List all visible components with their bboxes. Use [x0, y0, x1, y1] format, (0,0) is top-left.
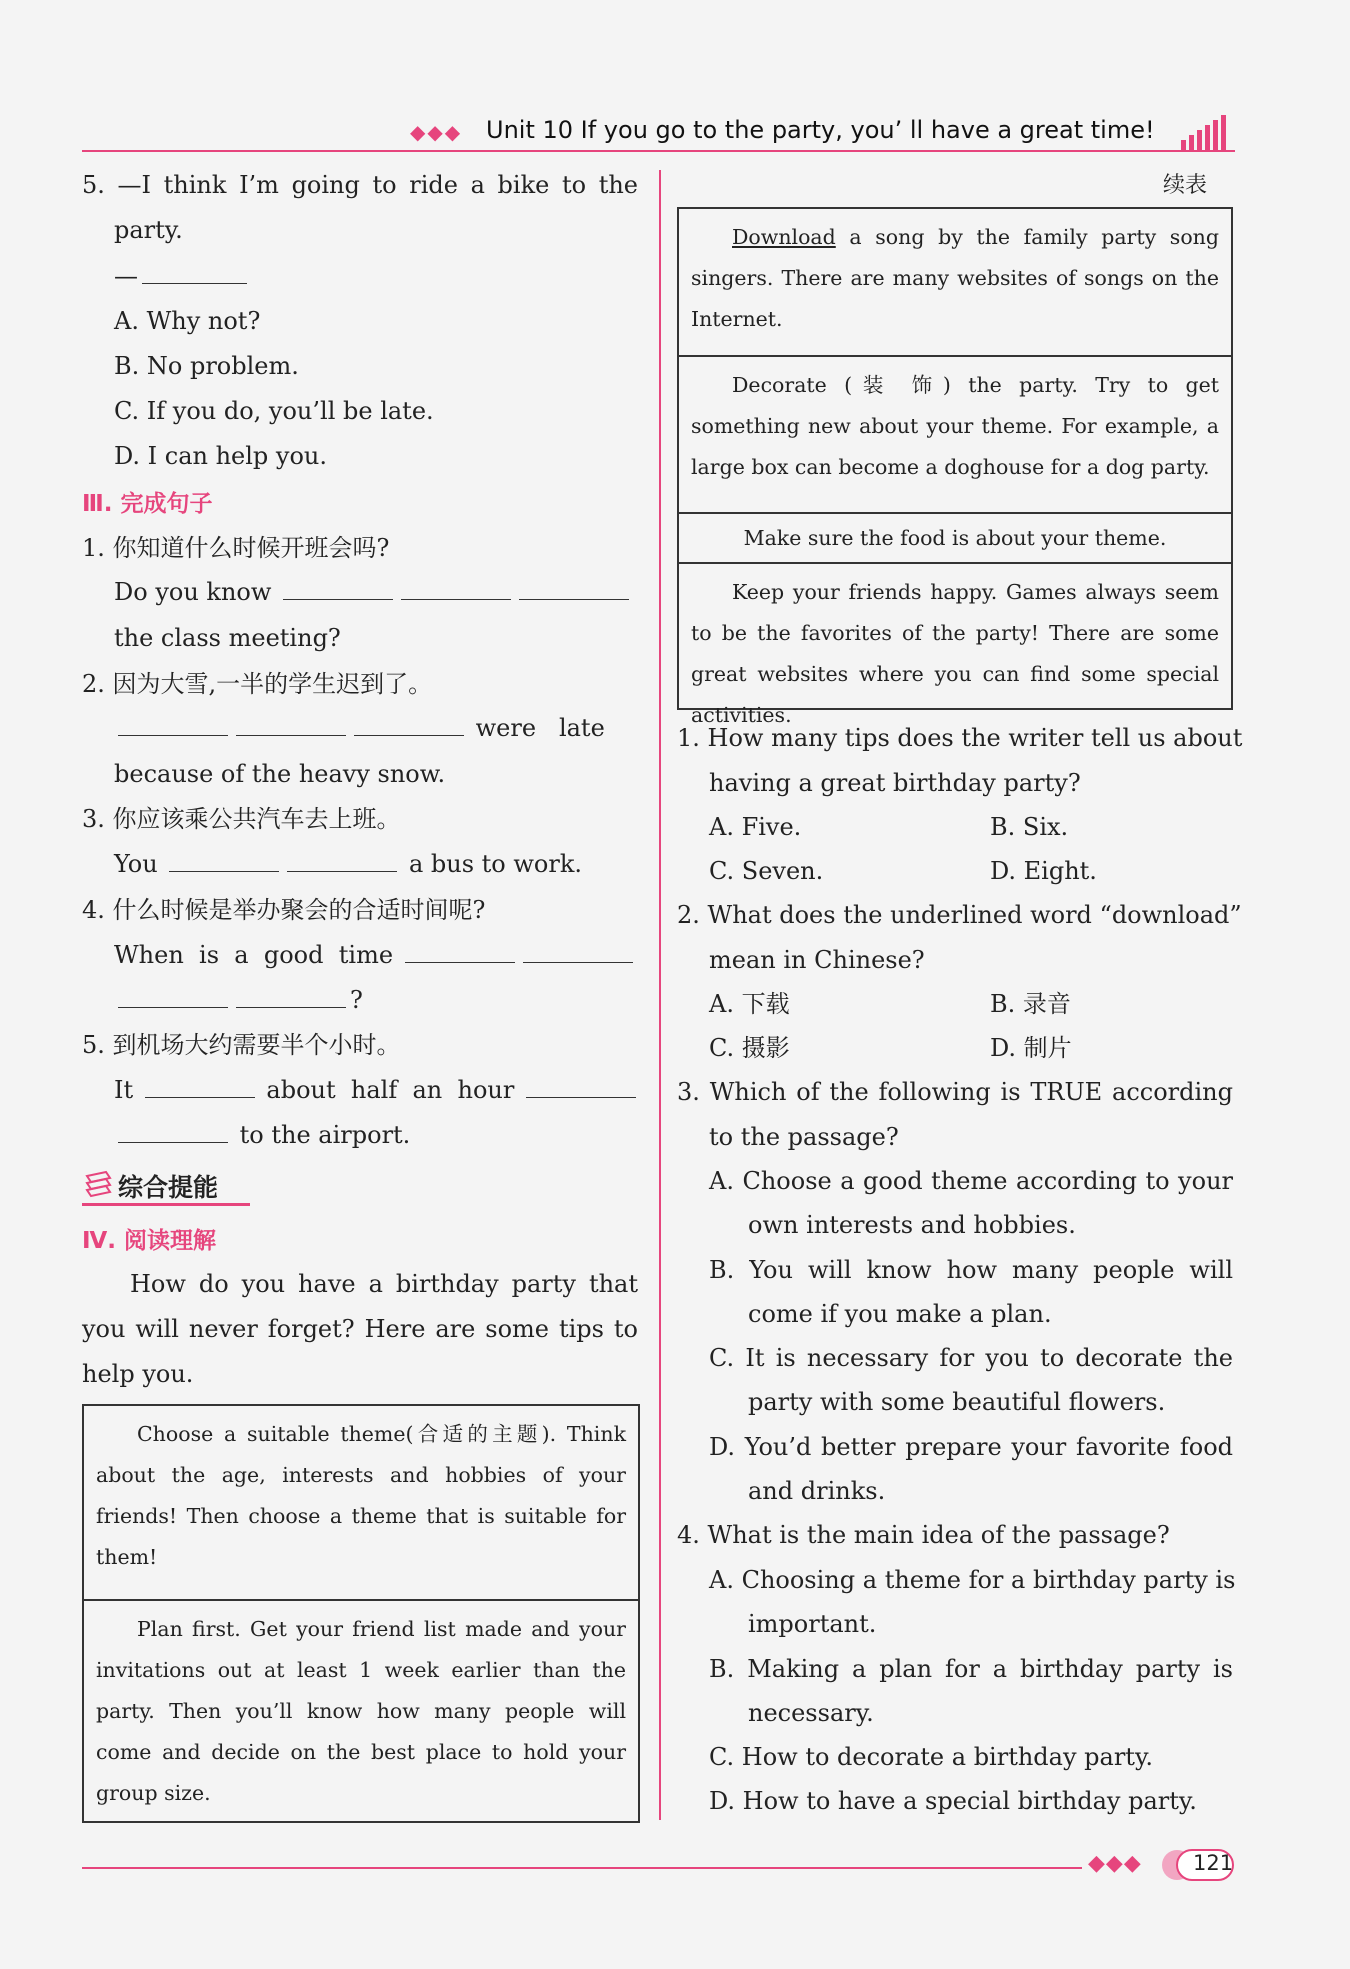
header-rule [82, 150, 1235, 152]
tip-2: Plan first. Get your friend list made and your invitations out at least 1 week earlier than the party. Then you’ll know how many people will come and decide on the best place to hold your group size. [84, 1599, 638, 1821]
tip-6: Keep your friends happy. Games always seem to be the favorites of the party! There are some great websites where you can find some special activities. [679, 562, 1231, 708]
rq1-line2: having a great birthday party? [709, 769, 1081, 797]
rq3-option-c-2: party with some beautiful flowers. [748, 1388, 1166, 1416]
s4-chinese: 4. 什么时候是举办聚会的合适时间呢? [82, 896, 486, 924]
rq1-option-a: A. Five. [709, 813, 802, 841]
unit-title: Unit 10 If you go to the party, you’ ll have a great time! [486, 116, 1155, 144]
q5-option-b: B. No problem. [114, 352, 299, 380]
rq1-option-d: D. Eight. [990, 857, 1097, 885]
s2-english-2: because of the heavy snow. [114, 760, 446, 788]
rq1-line1: 1. How many tips does the writer tell us about [677, 724, 1243, 752]
s5-english: It about half an hour [114, 1068, 640, 1113]
rq1-option-b: B. Six. [990, 813, 1069, 841]
rq4-option-a-2: important. [748, 1610, 877, 1638]
s1-english-2: the class meeting? [114, 624, 341, 652]
q5-line1: 5. —I think I’m going to ride a bike to the [82, 171, 638, 199]
rq3-line1: 3. Which of the following is TRUE according [677, 1078, 1233, 1106]
tip-1: Choose a suitable theme(合适的主题). Think about the age, interests and hobbies of your friends! Then choose a theme that is suitable for them! [96, 1422, 626, 1569]
rq2-line2: mean in Chinese? [709, 946, 925, 974]
section-4-title: Ⅳ. 阅读理解 [82, 1228, 217, 1254]
q5-line2: party. [114, 216, 183, 244]
column-divider [659, 170, 661, 1820]
rq4-option-d: D. How to have a special birthday party. [709, 1787, 1197, 1815]
q5-answer-line: — [114, 254, 251, 299]
q5-option-a: A. Why not? [114, 307, 261, 335]
s4-english-2: ? [114, 978, 363, 1023]
q5-option-d: D. I can help you. [114, 442, 328, 470]
tips-table-right [677, 207, 1233, 727]
s2-english: were late [114, 706, 605, 751]
skill-section-title: 综合提能 [118, 1173, 219, 1202]
footer-rule [82, 1867, 1082, 1869]
rq3-option-b-2: come if you make a plan. [748, 1300, 1052, 1328]
s5-english-2: to the airport. [114, 1113, 410, 1158]
rq3-line2: to the passage? [709, 1123, 899, 1151]
s1-english: Do you know [114, 570, 633, 615]
tip-5: Make sure the food is about your theme. [679, 512, 1231, 562]
tip-4: Decorate (装 饰) the party. Try to get something new about your theme. For example, a large box can become a doghouse for a dog party. [679, 355, 1231, 512]
section-3-title: Ⅲ. 完成句子 [82, 491, 213, 517]
continued-label: 续表 [1163, 173, 1208, 198]
s3-english: You a bus to work. [114, 850, 583, 878]
rq2-option-a: A. 下载 [709, 990, 790, 1018]
s3-chinese: 3. 你应该乘公共汽车去上班。 [82, 805, 401, 833]
tips-table-left [82, 1404, 640, 1823]
rq4-option-c: C. How to decorate a birthday party. [709, 1743, 1153, 1771]
rq3-option-a: A. Choose a good theme according to your [709, 1167, 1233, 1195]
rq4-option-a: A. Choosing a theme for a birthday party is [709, 1566, 1236, 1594]
page-number: 121 [1193, 1851, 1234, 1875]
rq4-option-b: B. Making a plan for a birthday party is [709, 1655, 1233, 1683]
rq3-option-a-2: own interests and hobbies. [748, 1211, 1076, 1239]
rq4-option-b-2: necessary. [748, 1699, 874, 1727]
skill-title-underline [82, 1203, 250, 1206]
rq3-option-d-2: and drinks. [748, 1477, 886, 1505]
rq3-option-d: D. You’d better prepare your favorite food [709, 1433, 1233, 1461]
rq2-option-b: B. 录音 [990, 990, 1071, 1018]
s5-chinese: 5. 到机场大约需要半个小时。 [82, 1031, 401, 1059]
s1-chinese: 1. 你知道什么时候开班会吗? [82, 534, 390, 562]
reading-intro: How do you have a birthday party that you will never forget? Here are some tips to help you. [82, 1270, 638, 1388]
rq1-option-c: C. Seven. [709, 857, 824, 885]
download-underlined-word: Download [732, 225, 836, 249]
signal-bars-icon [1179, 112, 1233, 150]
rq4-line1: 4. What is the main idea of the passage? [677, 1521, 1170, 1549]
rq3-option-b: B. You will know how many people will [709, 1256, 1233, 1284]
header-diamond-icons: ◆◆◆ [410, 120, 463, 144]
s4-english: When is a good time [114, 933, 637, 978]
rq3-option-c: C. It is necessary for you to decorate the [709, 1344, 1233, 1372]
q5-option-c: C. If you do, you’ll be late. [114, 397, 434, 425]
footer-diamond-icons: ◆◆◆ [1088, 1851, 1142, 1876]
book-stack-icon [84, 1168, 114, 1202]
tip-3: Download a song by the family party song singers. There are many websites of songs on the Internet. [691, 225, 1219, 331]
rq2-option-c: C. 摄影 [709, 1034, 790, 1062]
s2-chinese: 2. 因为大雪,一半的学生迟到了。 [82, 670, 433, 698]
rq2-option-d: D. 制片 [990, 1034, 1072, 1062]
rq2-line1: 2. What does the underlined word “download” [677, 901, 1242, 929]
